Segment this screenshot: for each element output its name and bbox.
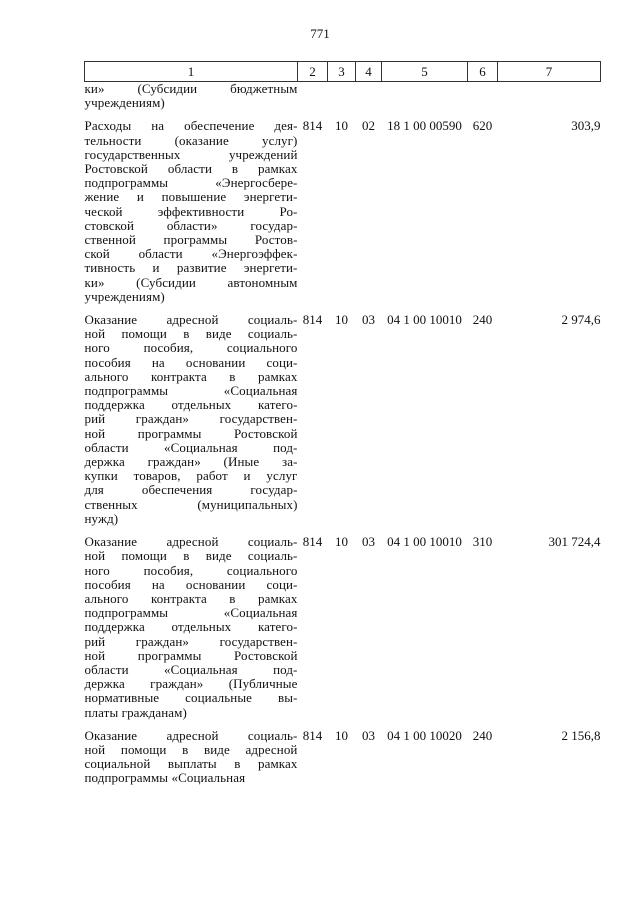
ministry-code: 814 xyxy=(302,534,323,550)
description-line: Оказание адресной социаль- xyxy=(84,727,298,743)
description-line: поддержка отдельных катего- xyxy=(84,619,298,635)
target-article-code: 04 1 00 10020 xyxy=(387,727,462,743)
amount: 301 724,4 xyxy=(548,534,601,550)
description-line: ной помощи в виде социаль- xyxy=(84,326,298,342)
expense-description xyxy=(85,535,298,720)
description-line: ной помощи в виде адресной xyxy=(84,741,298,757)
column-header: 6 xyxy=(468,62,498,82)
description-line: Ростовской области в рамках xyxy=(84,161,298,177)
column-header: 4 xyxy=(356,62,382,82)
amount: 2 156,8 xyxy=(561,727,601,743)
description-line: ческой эффективности Ро- xyxy=(84,203,298,219)
column-header: 2 xyxy=(298,62,328,82)
description-line: нормативные социальные вы- xyxy=(84,690,298,706)
expense-description xyxy=(85,119,298,304)
column-header: 3 xyxy=(328,62,356,82)
section-code: 10 xyxy=(335,534,348,550)
target-article-code: 04 1 00 10010 xyxy=(387,312,462,328)
description-line: нужд) xyxy=(84,510,119,526)
expense-description xyxy=(85,313,298,526)
ministry-code: 814 xyxy=(302,727,323,743)
column-header: 7 xyxy=(498,62,601,82)
description-line: области «Социальная под- xyxy=(84,439,298,455)
description-line: ки» (Субсидии бюджетным xyxy=(84,81,298,96)
amount xyxy=(498,82,601,111)
description-line: подпрограммы «Социальная xyxy=(84,383,298,399)
section-code xyxy=(328,82,356,111)
expense-type-code: 310 xyxy=(472,534,493,550)
expense-type-code: 240 xyxy=(472,727,493,743)
description-line: пособия на основании соци- xyxy=(84,576,298,592)
table-row xyxy=(85,535,601,720)
description-line: купки товаров, работ и услуг xyxy=(84,468,298,484)
ministry-code: 814 xyxy=(302,312,323,328)
description-line: государственных учреждений xyxy=(84,146,298,162)
description-line: ального контракта в рамках xyxy=(84,590,298,606)
description-line: ной помощи в виде социаль- xyxy=(84,548,298,564)
description-line: Оказание адресной социаль- xyxy=(84,534,298,550)
description-line: ственной программы Ростов- xyxy=(84,232,298,248)
description-line: ной программы Ростовской xyxy=(84,425,298,441)
description-line: платы гражданам) xyxy=(84,704,187,720)
section-code: 10 xyxy=(335,727,348,743)
column-header: 1 xyxy=(85,62,298,82)
description-line: стовской области» государ- xyxy=(84,217,298,233)
table-row xyxy=(85,729,601,786)
description-line: ального контракта в рамках xyxy=(84,368,298,384)
description-line: учреждениям) xyxy=(84,95,165,111)
ministry-code xyxy=(298,82,328,111)
description-line: социальной выплаты в рамках xyxy=(84,756,298,772)
subsection-code: 03 xyxy=(362,312,375,328)
expense-type-code: 620 xyxy=(472,118,493,134)
expense-description xyxy=(85,82,298,111)
target-article-code: 18 1 00 00590 xyxy=(387,118,462,134)
description-line: ки» (Субсидии автономным xyxy=(84,274,298,290)
description-line: подпрограммы «Социальная xyxy=(84,770,246,786)
budget-table xyxy=(84,61,601,786)
amount: 2 974,6 xyxy=(561,312,601,328)
description-line: рий граждан» государствен- xyxy=(84,633,298,649)
subsection-code xyxy=(356,82,382,111)
description-line: рий граждан» государствен- xyxy=(84,411,298,427)
table-row xyxy=(85,82,601,111)
column-header: 5 xyxy=(382,62,468,82)
subsection-code: 03 xyxy=(362,727,375,743)
description-line: Расходы на обеспечение дея- xyxy=(84,118,298,134)
description-line: Оказание адресной социаль- xyxy=(84,312,298,328)
description-line: жение и повышение энергети- xyxy=(84,189,298,205)
expense-type-code: 240 xyxy=(472,312,493,328)
expense-type-code xyxy=(468,82,498,111)
description-line: ственных (муниципальных) xyxy=(84,496,298,512)
subsection-code: 03 xyxy=(362,534,375,550)
description-line: подпрограммы «Энергосбере- xyxy=(84,175,298,191)
table-row xyxy=(85,119,601,304)
subsection-code: 02 xyxy=(362,118,375,134)
description-line: области «Социальная под- xyxy=(84,661,298,677)
description-line: ного пособия, социального xyxy=(84,562,298,578)
description-line: поддержка отдельных катего- xyxy=(84,397,298,413)
description-line: ной программы Ростовской xyxy=(84,647,298,663)
table-row xyxy=(85,313,601,526)
section-code: 10 xyxy=(335,312,348,328)
target-article-code xyxy=(382,82,468,111)
description-line: держка граждан» (Публичные xyxy=(84,676,298,692)
description-line: тельности (оказание услуг) xyxy=(84,132,298,148)
description-line: учреждениям) xyxy=(84,288,165,304)
ministry-code: 814 xyxy=(302,118,323,134)
section-code: 10 xyxy=(335,118,348,134)
target-article-code: 04 1 00 10010 xyxy=(387,534,462,550)
description-line: ской области «Энергоэффек- xyxy=(84,246,298,262)
page-number: 771 xyxy=(310,26,330,41)
description-line: для обеспечения государ- xyxy=(84,482,298,498)
description-line: держка граждан» (Иные за- xyxy=(84,454,298,470)
description-line: тивность и развитие энергети- xyxy=(84,260,298,276)
description-line: ного пособия, социального xyxy=(84,340,298,356)
column-header-row xyxy=(85,62,601,82)
amount: 303,9 xyxy=(571,118,601,134)
description-line: подпрограммы «Социальная xyxy=(84,605,298,621)
description-line: пособия на основании соци- xyxy=(84,354,298,370)
expense-description xyxy=(85,729,298,786)
